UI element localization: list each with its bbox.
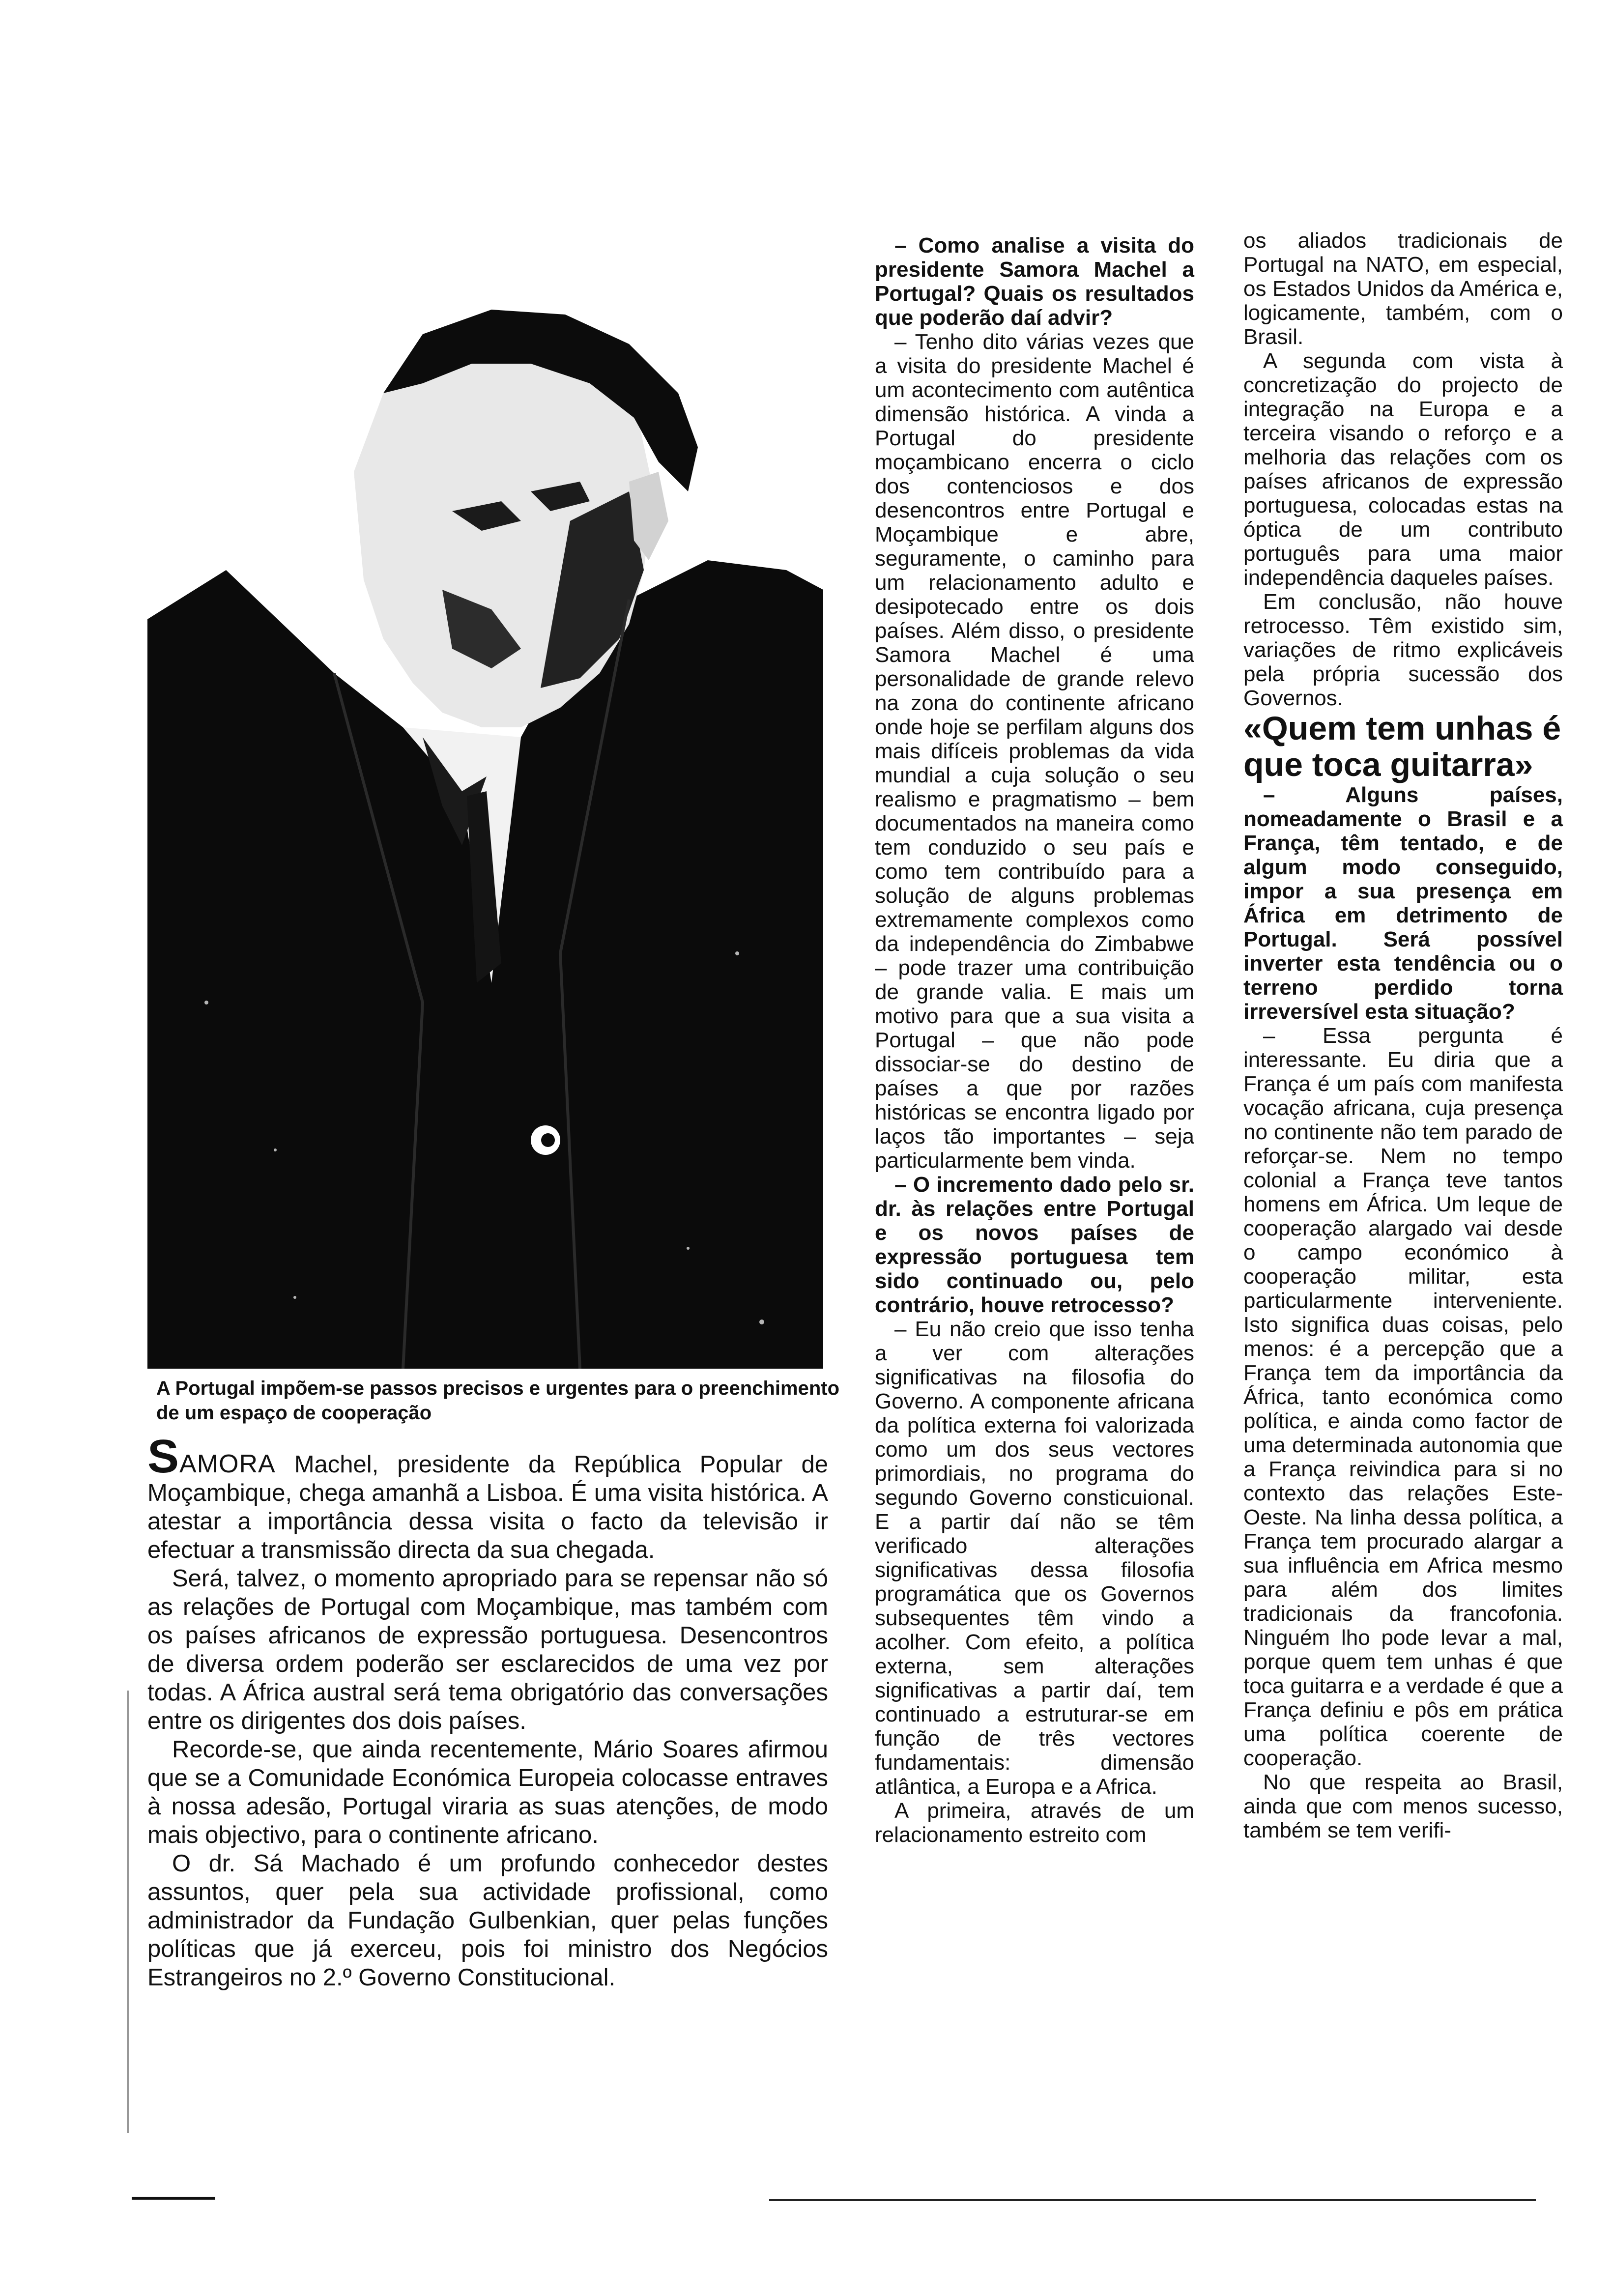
- column3-paragraph-2: A segunda com vista à concretização do projecto de integração na Europa e a terceira visando o reforço e a melhoria das relações com os países africanos de expressão portuguesa, colocadas estas na óptica de um contributo português para uma maior independência daqueles países.: [1243, 349, 1563, 590]
- intro-paragraph-4: O dr. Sá Machado é um profundo conhecedor destes assuntos, quer pela sua actividade profissional, como administrador da Fundação Gulbenkian, quer pelas funções políticas que já exerceu, pois foi ministro dos Negócios Estrangeiros no 2.º Governo Constitucional.: [147, 1850, 828, 1991]
- bottom-left-rule: [132, 2197, 215, 2200]
- column3-paragraph-1: os aliados tradicionais de Portugal na NATO, em especial, os Estados Unidos da América e, logicamente, também, com o Brasil.: [1243, 229, 1563, 349]
- answer-2: – Eu não creio que isso tenha a ver com alterações significativas na filosofia do Governo. A componente africana da política externa foi valorizada como um dos seus vectores primordiais, no programa do segundo Governo consticuional. E a partir daí não se têm verificado alterações significativas dessa filosofia programática que os Governos subsequentes têm vindo a acolher. Com efeito, a política externa, sem alterações significativas a partir daí, tem continuado a estruturar-se em função de três vectores fundamentais: dimensão atlântica, a Europa e a Africa.: [875, 1317, 1194, 1799]
- bottom-rule: [769, 2199, 1536, 2201]
- interview-column-2: [875, 233, 1194, 1847]
- question-2: – O incremento dado pelo sr. dr. às relações entre Portugal e os novos países de expressão portuguesa tem sido continuado ou, pelo contrário, houve retrocesso?: [875, 1173, 1194, 1317]
- portrait-photo: [147, 216, 823, 1369]
- column3-paragraph-3: Em conclusão, não houve retrocesso. Têm existido sim, variações de ritmo explicáveis pela própria sucessão dos Governos.: [1243, 590, 1563, 710]
- answer-2-continued: A primeira, através de um relacionamento estreito com: [875, 1799, 1194, 1847]
- intro-paragraph-2: Será, talvez, o momento apropriado para se repensar não só as relações de Portugal com Moçambique, mas também com os países africanos de expressão portuguesa. Desencontros de diversa ordem poderão ser esclarecidos de uma vez por todas. A África austral será tema obrigatório das conversações entre os dirigentes dos dois países.: [147, 1565, 828, 1734]
- answer-3-continued: No que respeita ao Brasil, ainda que com menos sucesso, também se tem verifi-: [1243, 1770, 1563, 1842]
- answer-1: – Tenho dito várias vezes que a visita do presidente Machel é um acontecimento com autêntica dimensão histórica. A vinda a Portugal do presidente moçambicano encerra o ciclo dos contenciosos e dos desencontros entre Portugal e Moçambique e abre, seguramente, o caminho para um relacionamento adulto e desipotecado entre os dois países. Além disso, o presidente Samora Machel é uma personalidade de grande relevo na zona do continente africano onde hoje se perfilam alguns dos mais difíceis problemas da vida mundial a cuja solução o seu realismo e pragmatismo – bem documentados na maneira como tem conduzido o seu país e como tem contribuído para a solução de alguns problemas extremamente complexos como da independência do Zimbabwe – pode trazer uma contribuição de grande valia. E mais um motivo para que a sua visita a Portugal – que não pode dissociar-se do destino de países a que por razões históricas se encontra ligado por laços tão importantes – seja particularmente bem vinda.: [875, 330, 1194, 1173]
- intro-paragraph-3: Recorde-se, que ainda recentemente, Mário Soares afirmou que se a Comunidade Económica Europeia colocasse entraves à nossa adesão, Portugal viraria as suas atenções, de modo mais objectivo, para o continente africano.: [147, 1736, 828, 1848]
- answer-3: – Essa pergunta é interessante. Eu diria que a França é um país com manifesta vocação africana, cuja presença no continente não tem parado de reforçar-se. Nem no tempo colonial a França teve tantos homens em África. Um leque de cooperação alargado vai desde o campo económico à cooperação militar, esta particularmente interveniente. Isto significa duas coisas, pelo menos: é a percepção que a França tem da importância da África, tanto económica como política, e ainda como factor de uma determinada autonomia que a França reivindica para si no contexto das relações Este-Oeste. Na linha dessa política, a França tem procurado alargar a sua influência em Africa mesmo para além dos limites tradicionais da francofonia. Ninguém lho pode levar a mal, porque quem tem unhas é que toca guitarra e a verdade é que a França definiu e pôs em prática uma política coerente de cooperação.: [1243, 1024, 1563, 1770]
- portrait-photo-image: [147, 216, 823, 1369]
- lead-word: AMORA: [179, 1450, 276, 1478]
- question-3: – Alguns países, nomeadamente o Brasil e a França, têm tentado, e de algum modo conseguido, impor a sua presença em África em detrimento de Portugal. Será possível inverter esta tendência ou o terreno perdido torna irreversível esta situação?: [1243, 783, 1563, 1024]
- margin-mark: [127, 1691, 129, 2133]
- photo-caption: A Portugal impõem-se passos precisos e urgentes para o preenchimento de um espaço de cooperação: [156, 1378, 840, 1424]
- section-heading: «Quem tem unhas é que toca guitarra»: [1243, 710, 1561, 783]
- question-1: – Como analise a visita do presidente Samora Machel a Portugal? Quais os resultados que poderão daí advir?: [875, 233, 1194, 330]
- intro-paragraph-1: [147, 1430, 828, 1564]
- dropcap-letter: S: [147, 1430, 180, 1483]
- intro-text: [147, 1430, 828, 1992]
- interview-column-3: [1243, 229, 1563, 1842]
- intro-paragraph-1-text: Machel, presidente da República Popular de Moçambique, chega amanhã a Lisboa. É uma visita histórica. A atestar a importância dessa visita o facto da televisão ir efectuar a transmissão directa da sua chegada.: [147, 1451, 828, 1563]
